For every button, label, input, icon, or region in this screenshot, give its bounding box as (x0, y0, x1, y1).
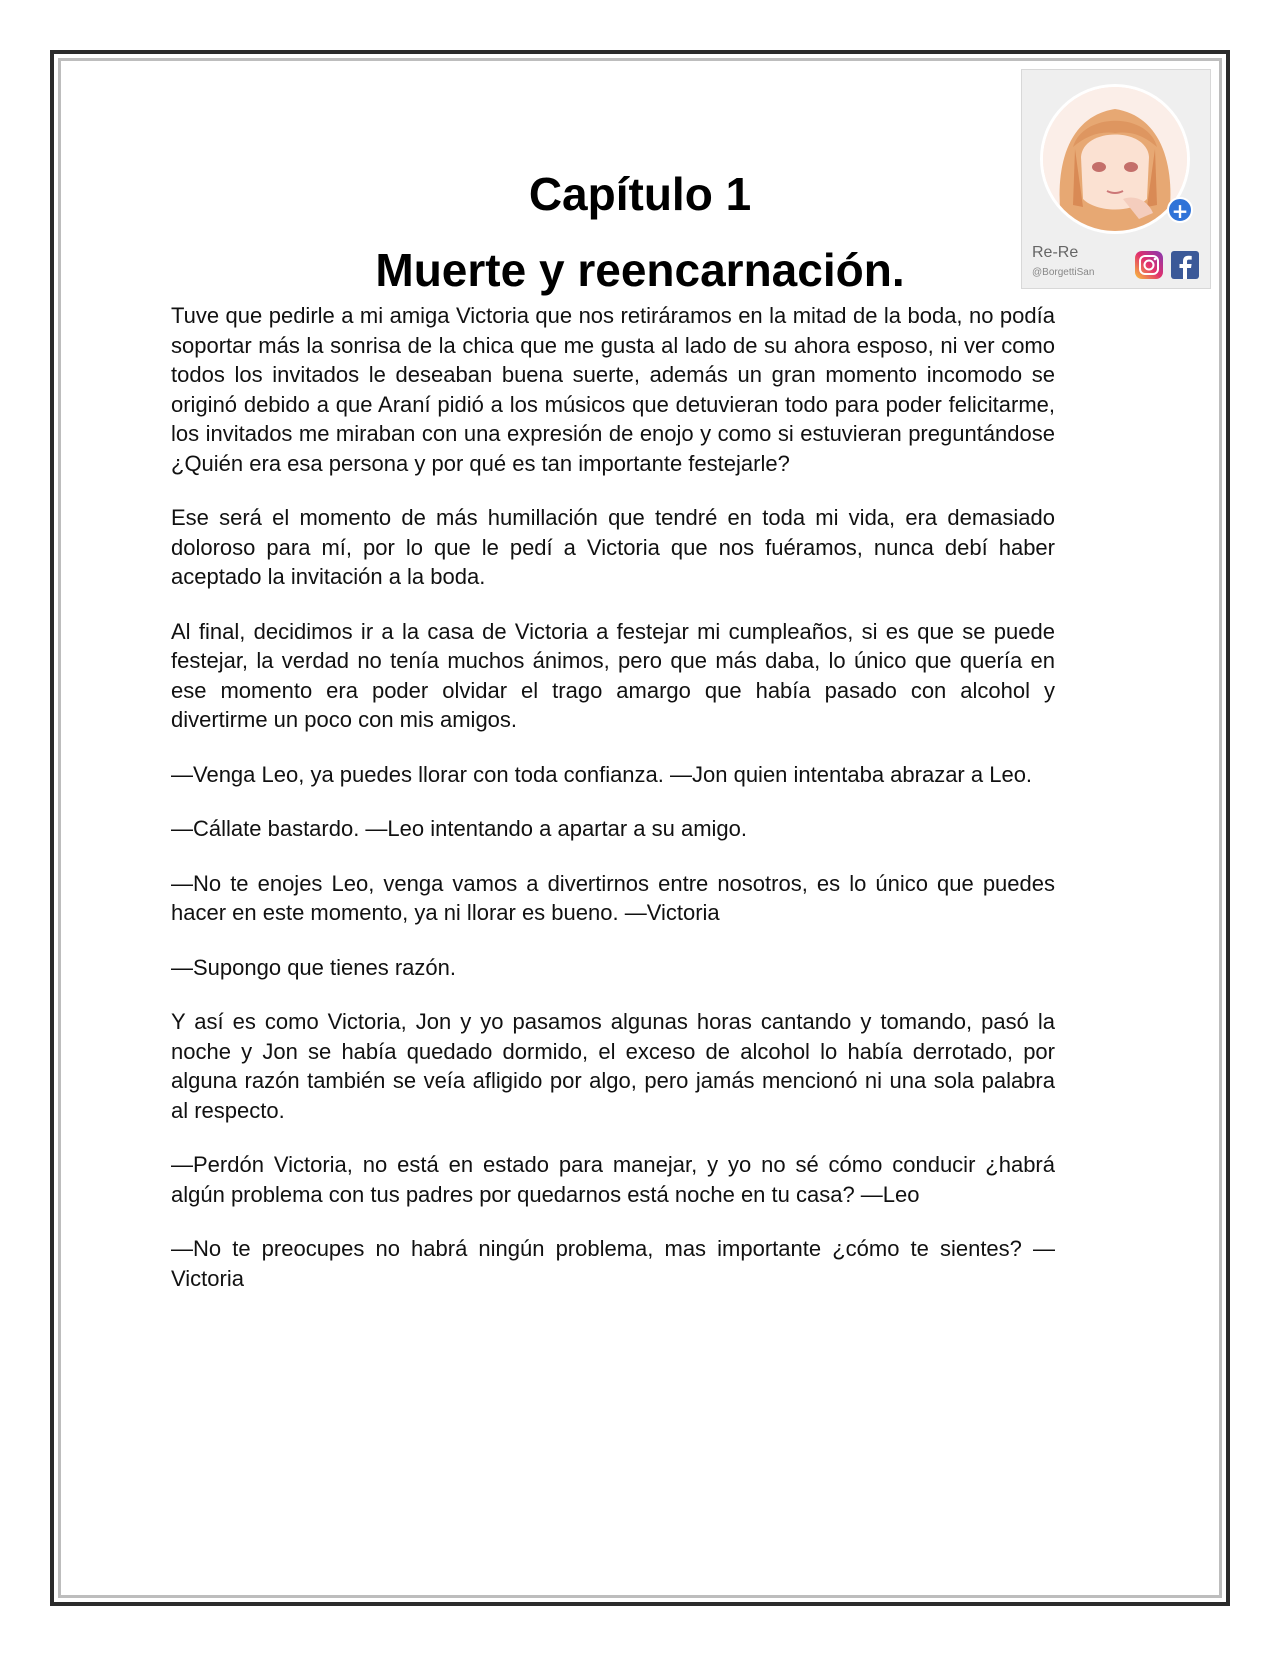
plus-icon[interactable]: + (1167, 197, 1193, 223)
profile-name: Re-Re (1032, 244, 1079, 261)
page (58, 58, 1222, 1598)
paragraph: —No te enojes Leo, venga vamos a divertirnos entre nosotros, es lo único que puedes hacer en este momento, ya ni llorar es bueno. —Victoria (171, 870, 1055, 925)
profile-card[interactable] (1021, 69, 1211, 289)
paragraph: Al final, decidimos ir a la casa de Victoria a festejar mi cumpleaños, si es que se puede festejar, la verdad no tenía muchos ánimos, pero que más daba, lo único que quería en ese momento era poder olvidar el trago amargo que había pasado con alcohol y divertirme un poco con mis amigos. (171, 618, 1055, 732)
paragraph: Y así es como Victoria, Jon y yo pasamos algunas horas cantando y tomando, pasó la noche y Jon se había quedado dormido, el exceso de alcohol lo había derrotado, por alguna razón también se veía afligido por algo, pero jamás mencionó ni una sola palabra al respecto. (171, 1009, 1055, 1123)
paragraph: —Perdón Victoria, no está en estado para manejar, y yo no sé cómo conducir ¿habrá algún problema con tus padres por quedarnos está noche en tu casa? —Leo (171, 1152, 1055, 1207)
chapter-number: Capítulo 1 (528, 168, 752, 220)
paragraph: —Venga Leo, ya puedes llorar con toda confianza. —Jon quien intentaba abrazar a Leo. (171, 761, 1033, 787)
profile-handle: @BorgettiSan (1032, 267, 1095, 278)
paragraph: —Supongo que tienes razón. (171, 954, 456, 980)
paragraph: —Cállate bastardo. —Leo intentando a apartar a su amigo. (171, 816, 748, 841)
avatar-illustration (1043, 87, 1187, 231)
paragraph: Tuve que pedirle a mi amiga Victoria que nos retiráramos en la mitad de la boda, no podía soportar más la sonrisa de la chica que me gusta al lado de su ahora esposo, ni ver como todos los invitados le deseaban buena suerte, además un gran momento incomodo se originó debido a que Araní pidió a los músicos que detuvieran todo para poder felicitarme, los invitados me miraban con una expresión de enojo y como si estuvieran preguntándose ¿Quién era esa persona y por qué es tan importante festejarle? (171, 303, 1055, 476)
chapter-body (171, 301, 1055, 1318)
page-frame (50, 50, 1230, 1606)
facebook-icon[interactable] (1170, 250, 1200, 280)
paragraph: Ese será el momento de más humillación que tendré en toda mi vida, era demasiado doloroso para mí, por lo que le pedí a Victoria que nos fuéramos, nunca debí haber aceptado la invitación a la boda. (171, 505, 1055, 589)
paragraph: —No te preocupes no habrá ningún problema, mas importante ¿cómo te sientes? —Victoria (171, 1236, 1055, 1291)
chapter-title: Muerte y reencarnación. (375, 244, 905, 296)
instagram-icon[interactable] (1134, 250, 1164, 280)
